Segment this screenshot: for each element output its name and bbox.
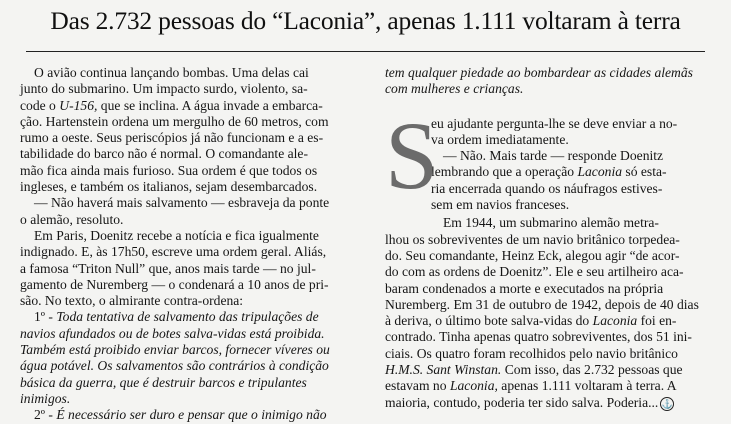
- paragraph-aide: eu ajudante pergunta-lhe se deve enviar a no- va ordem imediatamente.: [431, 115, 678, 147]
- paragraph-bombs: O avião continua lançando bombas. Uma delas cai junto do submarino. Um impacto surdo, violento, sa- code o U-156, que se inclina. A água invade a embarca- ção. Hartenstein ordena um mergulho de 60 metros, com rumo a oeste. Seus periscópios já não funcionam e a es- tabilidade do barco não é normal. O comandante ale- mão fica ainda mais furioso. Sua ordem é que todos os ingleses, e também os italianos, sejam desembarcados.: [20, 65, 329, 195]
- left-column: [20, 65, 374, 424]
- paragraph-1944: Em 1944, um submarino alemão metra- lhou os sobreviventes de um navio britânico torpedea- do. Seu comandante, Heinz Eck, alegou agir “de acor- do com as ordens de Doenitz”. Ele e seu artilheiro aca- baram condenados a morte e executados na própria Nuremberg. Em 31 de outubro de 1942, depois de 40 dias à deriva, o último bote salva-vidas do Laconia foi en- contrado. Tinha apenas quatro sobreviventes, dos 51 ini- ciais. Os quatro foram recolhidos pelo navio britânico H.M.S. Sant Winstan. Com isso, das 2.732 pessoas que estavam no Laconia, apenas 1.111 voltaram à terra. A maioria, contudo, poderia ter sido salva. Poderia... ⚓: [385, 215, 699, 410]
- article-title: Das 2.732 pessoas do “Laconia”, apenas 1.111 voltaram à terra: [50, 6, 681, 35]
- end-of-article-icon: ⚓: [661, 398, 673, 409]
- paragraph-doenitz-reply: — Não. Mais tarde — responde Doenitz lembrando que a operação Laconia só esta- ria encerrada quando os náufragos estives- sem em navios franceses.: [431, 148, 667, 213]
- order-item-1: 1º - Toda tentativa de salvamento das tripulações de navios afundados ou de botes salva-vidas está proibida. Também está proibido enviar barcos, fornecer víveres ou água potável. Os salvamentos são contrários à condição básica da guerra, que é destruir barcos e tripulantes inimigos.: [20, 309, 330, 406]
- right-column: [385, 65, 709, 411]
- title-rule: [26, 51, 705, 52]
- continuation-paragraph: tem qualquer piedade ao bombardear as cidades alemãs com mulheres e crianças.: [385, 65, 693, 97]
- dropcap-section: [385, 101, 709, 214]
- order-item-2: 2º - É necessário ser duro e pensar que o inimigo não: [34, 407, 327, 423]
- paragraph-no-rescue: — Não haverá mais salvamento — esbraveja da ponte o alemão, resoluto.: [20, 195, 330, 227]
- paragraph-paris: Em Paris, Doenitz recebe a notícia e fica igualmente indignado. E, às 17h50, escreve uma ordem geral. Aliás, a famosa “Triton Null” que, anos mais tarde — no jul- gamento de Nuremberg — o condenará a 10 anos de pri- são. No texto, o almirante contra-ordena:: [20, 227, 329, 309]
- dropcap-letter: S: [385, 101, 439, 209]
